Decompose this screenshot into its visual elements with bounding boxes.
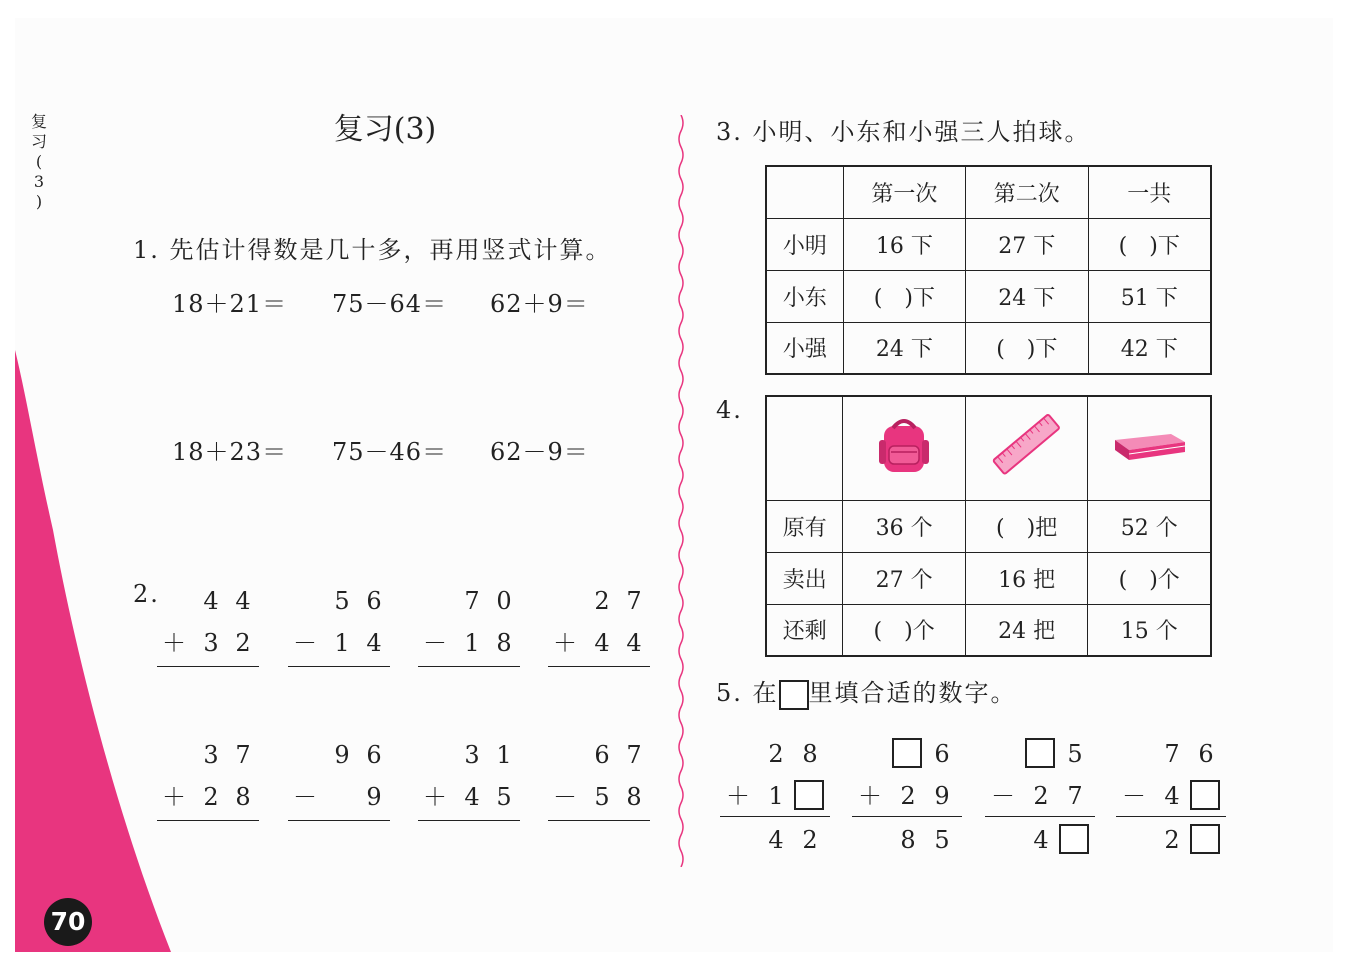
digit: 1 xyxy=(768,782,784,810)
digit: 9 xyxy=(366,783,382,811)
table-cell: ( )下 xyxy=(1088,218,1211,270)
table-cell: 原有 xyxy=(766,500,843,552)
digit: 7 xyxy=(235,741,251,769)
q4-table xyxy=(765,395,1212,657)
operator: ＋ xyxy=(162,783,186,811)
table-cell: 24 下 xyxy=(966,270,1088,322)
q5-text-before: 在 xyxy=(752,679,779,707)
digit: 4 xyxy=(1164,782,1180,810)
digit: 4 xyxy=(1033,826,1049,854)
digit: 8 xyxy=(900,826,916,854)
table-cell: 36 个 xyxy=(843,500,965,552)
sum-line xyxy=(157,820,259,821)
digit: 6 xyxy=(366,741,382,769)
answer-slot xyxy=(794,778,826,814)
table-cell: 24 把 xyxy=(965,604,1088,656)
digit: 7 xyxy=(626,741,642,769)
operator: － xyxy=(293,629,317,657)
table-header: 第一次 xyxy=(843,166,965,218)
table-header xyxy=(766,166,843,218)
table-cell: ( )个 xyxy=(843,604,965,656)
digit: 2 xyxy=(1033,782,1049,810)
table-cell: 27 下 xyxy=(966,218,1088,270)
digit: 7 xyxy=(1067,782,1083,810)
q1-text: 先估计得数是几十多，再用竖式计算。 xyxy=(169,236,612,264)
table-cell: 15 个 xyxy=(1088,604,1211,656)
table-cell: 小强 xyxy=(766,322,843,374)
vertical-problem xyxy=(288,580,392,664)
digit: 0 xyxy=(496,587,512,615)
digit: 6 xyxy=(934,740,950,768)
table-cell: 27 个 xyxy=(843,552,965,604)
table-cell: 小东 xyxy=(766,270,843,322)
table-cell: 16 把 xyxy=(965,552,1088,604)
digit: 6 xyxy=(366,587,382,615)
table-cell: 还剩 xyxy=(766,604,843,656)
digit: 4 xyxy=(626,629,642,657)
digit: 2 xyxy=(594,587,610,615)
digit: 6 xyxy=(594,741,610,769)
digit: 3 xyxy=(203,629,219,657)
table-cell: 51 下 xyxy=(1088,270,1211,322)
digit: 7 xyxy=(464,587,480,615)
digit: 5 xyxy=(1067,740,1083,768)
answer-box[interactable] xyxy=(1025,738,1055,768)
digit: 4 xyxy=(768,826,784,854)
answer-slot xyxy=(1059,822,1091,858)
center-divider xyxy=(676,115,686,867)
digit: 2 xyxy=(768,740,784,768)
digit: 3 xyxy=(203,741,219,769)
table-header: 第二次 xyxy=(966,166,1088,218)
digit: 2 xyxy=(235,629,251,657)
operator: － xyxy=(1122,782,1146,810)
table-header: 一共 xyxy=(1088,166,1211,218)
q4-label: 4. xyxy=(716,396,743,424)
vertical-problem xyxy=(288,734,392,818)
sum-line xyxy=(548,666,650,667)
ruler-icon xyxy=(987,405,1067,485)
q1-expr: 18＋23＝ xyxy=(172,438,288,466)
pencil-box-cell xyxy=(1088,396,1211,500)
sum-line xyxy=(288,666,390,667)
table-cell: 52 个 xyxy=(1088,500,1211,552)
sum-line xyxy=(418,666,520,667)
sum-line xyxy=(985,816,1095,817)
vertical-problem xyxy=(418,580,522,664)
vertical-problem xyxy=(418,734,522,818)
q3-table xyxy=(765,165,1212,375)
q3-heading xyxy=(716,112,1091,147)
digit: 5 xyxy=(334,587,350,615)
table-cell: 42 下 xyxy=(1088,322,1211,374)
backpack-icon xyxy=(869,410,939,480)
table-cell: 16 下 xyxy=(843,218,965,270)
vertical-problem xyxy=(157,734,261,818)
answer-box xyxy=(779,680,809,710)
q1-expr: 18＋21＝ xyxy=(172,290,288,318)
digit: 8 xyxy=(235,783,251,811)
q3-label: 3. xyxy=(716,118,743,146)
answer-slot xyxy=(1025,736,1057,772)
answer-box[interactable] xyxy=(1059,824,1089,854)
sum-line xyxy=(852,816,962,817)
operator: － xyxy=(991,782,1015,810)
q1-expr: 75－46＝ xyxy=(332,438,448,466)
sum-line xyxy=(1116,816,1226,817)
q5-heading xyxy=(716,676,1017,710)
table-cell: ( )个 xyxy=(1088,552,1211,604)
operator: ＋ xyxy=(162,629,186,657)
table-cell: ( )下 xyxy=(843,270,965,322)
q1-heading xyxy=(133,230,612,265)
sum-line xyxy=(548,820,650,821)
digit: 4 xyxy=(235,587,251,615)
answer-box[interactable] xyxy=(794,780,824,810)
digit: 8 xyxy=(802,740,818,768)
table-cell: 24 下 xyxy=(843,322,965,374)
operator: ＋ xyxy=(858,782,882,810)
digit: 1 xyxy=(496,741,512,769)
operator: － xyxy=(293,783,317,811)
digit: 2 xyxy=(900,782,916,810)
digit: 1 xyxy=(334,629,350,657)
q3-text: 小明、小东和小强三人拍球。 xyxy=(752,118,1091,146)
page-number: 70 xyxy=(44,898,92,946)
digit: 5 xyxy=(594,783,610,811)
backpack-cell xyxy=(843,396,965,500)
ruler-cell xyxy=(965,396,1088,500)
table-cell: ( )把 xyxy=(965,500,1088,552)
digit: 1 xyxy=(464,629,480,657)
digit: 4 xyxy=(366,629,382,657)
digit: 9 xyxy=(334,741,350,769)
table-cell: 小明 xyxy=(766,218,843,270)
q1-label: 1. xyxy=(133,236,160,264)
operator: － xyxy=(423,629,447,657)
answer-slot xyxy=(1190,822,1222,858)
digit: 2 xyxy=(1164,826,1180,854)
digit: 4 xyxy=(203,587,219,615)
digit: 2 xyxy=(802,826,818,854)
side-chapter-label: 复 习 ( 3 ) xyxy=(30,112,47,211)
sum-line xyxy=(720,816,830,817)
q5-text-after: 里填合适的数字。 xyxy=(808,679,1017,707)
answer-slot xyxy=(1190,778,1222,814)
operator: ＋ xyxy=(553,629,577,657)
digit: 5 xyxy=(934,826,950,854)
answer-box[interactable] xyxy=(1190,780,1220,810)
q1-expr: 62＋9＝ xyxy=(490,290,589,318)
digit: 4 xyxy=(594,629,610,657)
vertical-problem xyxy=(157,580,261,664)
digit: 8 xyxy=(496,629,512,657)
sum-line xyxy=(418,820,520,821)
answer-box[interactable] xyxy=(1190,824,1220,854)
answer-box[interactable] xyxy=(892,738,922,768)
pencil-box-icon xyxy=(1109,420,1189,470)
digit: 3 xyxy=(464,741,480,769)
vertical-problem xyxy=(548,580,652,664)
operator: ＋ xyxy=(726,782,750,810)
table-cell: ( )下 xyxy=(966,322,1088,374)
digit: 7 xyxy=(626,587,642,615)
digit: 2 xyxy=(203,783,219,811)
operator: － xyxy=(553,783,577,811)
q1-expr: 75－64＝ xyxy=(332,290,448,318)
operator: ＋ xyxy=(423,783,447,811)
digit: 7 xyxy=(1164,740,1180,768)
digit: 4 xyxy=(464,783,480,811)
vertical-problem xyxy=(548,734,652,818)
sum-line xyxy=(157,666,259,667)
digit: 8 xyxy=(626,783,642,811)
answer-slot xyxy=(892,736,924,772)
q1-expr: 62－9＝ xyxy=(490,438,589,466)
digit: 9 xyxy=(934,782,950,810)
digit: 6 xyxy=(1198,740,1214,768)
digit: 5 xyxy=(496,783,512,811)
page-title: 复习(3) xyxy=(333,112,437,147)
table-cell xyxy=(766,396,843,500)
sum-line xyxy=(288,820,390,821)
q2-label: 2. xyxy=(133,580,160,608)
table-cell: 卖出 xyxy=(766,552,843,604)
q5-label: 5. xyxy=(716,679,743,707)
